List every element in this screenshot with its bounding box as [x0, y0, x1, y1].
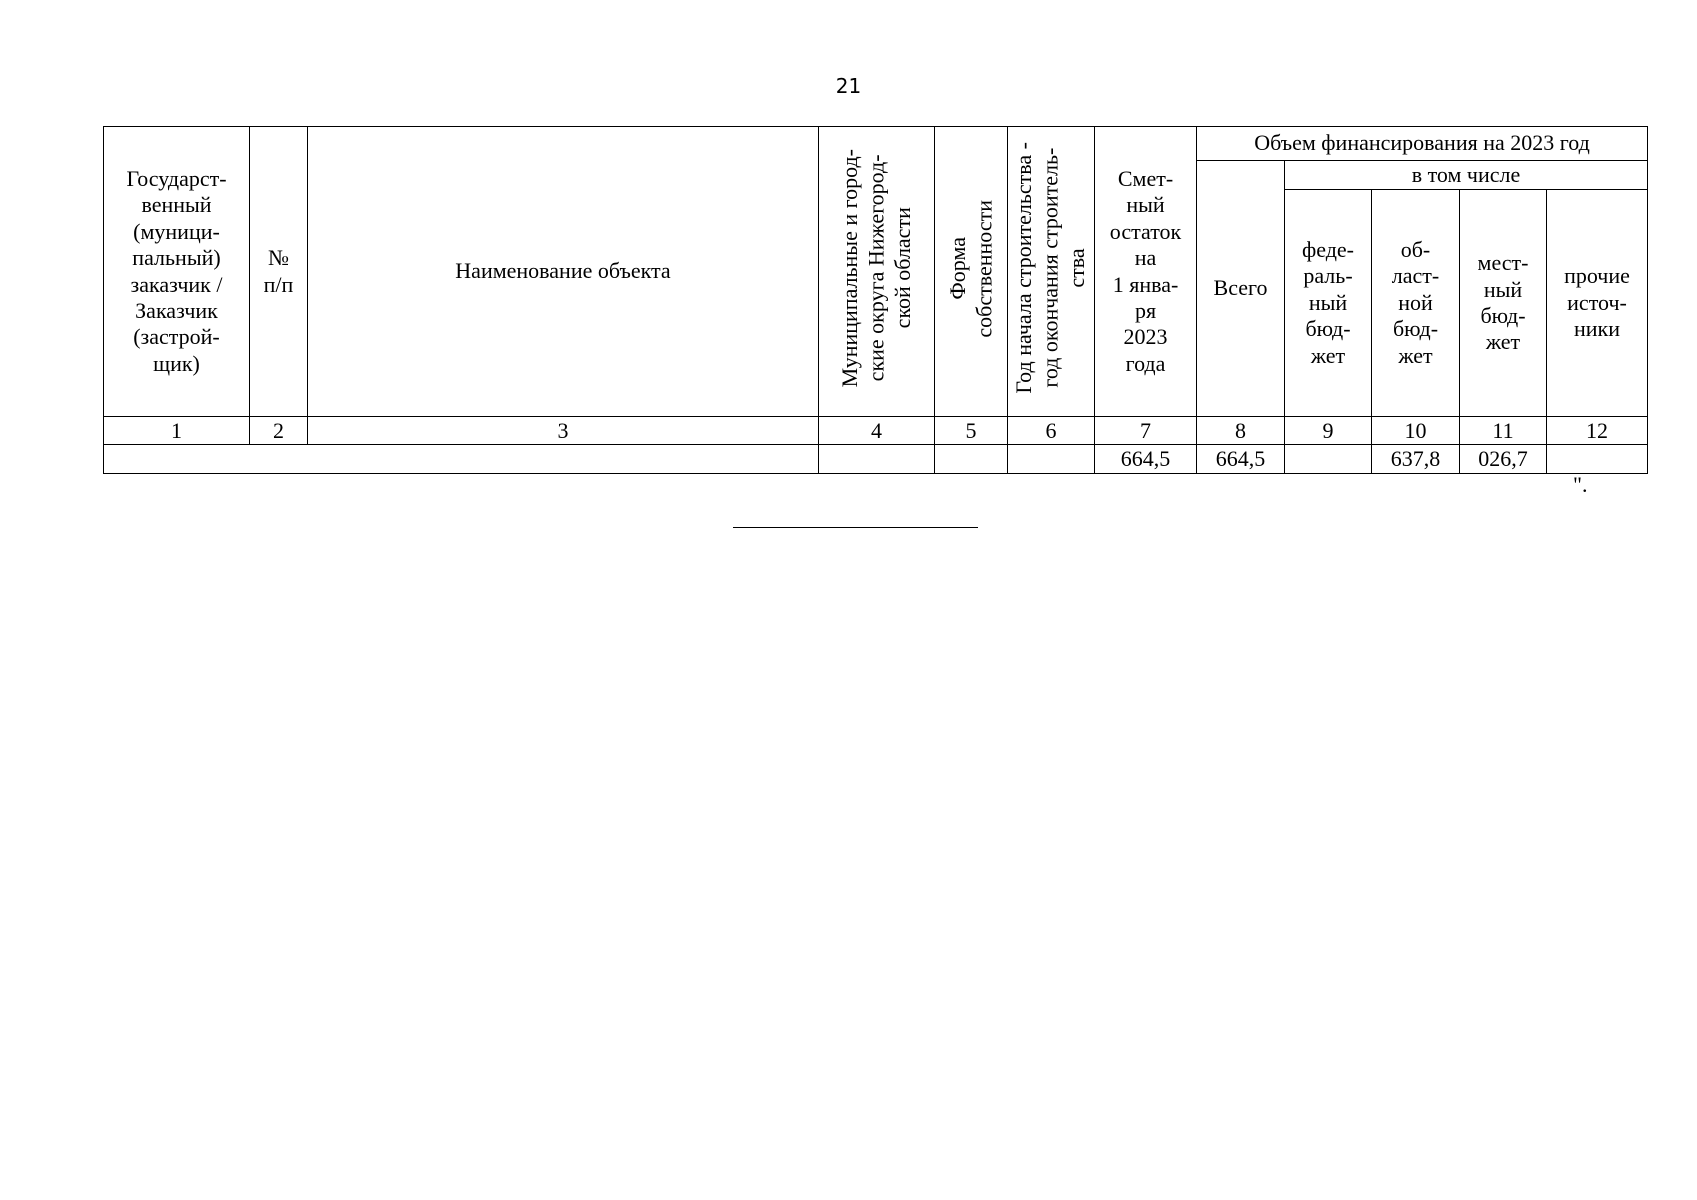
- totals-row: [104, 445, 1648, 474]
- totals-municipality-cell: [819, 445, 935, 474]
- totals-total: 664,5: [1197, 445, 1285, 474]
- column-number: 4: [819, 417, 935, 445]
- column-number: 9: [1285, 417, 1372, 445]
- totals-label-cell: [104, 445, 819, 474]
- header-municipality-cell: [819, 127, 935, 417]
- column-number: 12: [1547, 417, 1648, 445]
- column-number: 6: [1008, 417, 1095, 445]
- header-financing-group: Объем финансирования на 2023 год: [1197, 127, 1648, 161]
- totals-other-sources: [1547, 445, 1648, 474]
- column-number: 3: [308, 417, 819, 445]
- column-number: 7: [1095, 417, 1197, 445]
- totals-years-cell: [1008, 445, 1095, 474]
- totals-regional-budget: 637,8: [1372, 445, 1460, 474]
- column-numbers-row: [104, 417, 1648, 445]
- header-number: № п/п: [250, 127, 308, 417]
- column-number: 2: [250, 417, 308, 445]
- totals-ownership-cell: [935, 445, 1008, 474]
- header-municipality: Муниципальные и город- ские округа Нижегород- ской области: [836, 149, 915, 388]
- financing-table: [103, 126, 1648, 474]
- header-ownership-cell: [935, 127, 1008, 417]
- column-number: 10: [1372, 417, 1460, 445]
- header-local-budget: мест- ный бюд- жет: [1460, 190, 1547, 417]
- column-number: 8: [1197, 417, 1285, 445]
- header-total: Всего: [1197, 161, 1285, 417]
- closing-quote-mark: ".: [1573, 472, 1588, 497]
- header-customer: Государст- венный (муници- пальный) заказчик / Заказчик (застрой- щик): [104, 127, 250, 417]
- column-number: 11: [1460, 417, 1547, 445]
- header-ownership: Форма собственности: [944, 199, 996, 338]
- header-including-group: в том числе: [1285, 161, 1648, 190]
- header-federal-budget: феде- раль- ный бюд- жет: [1285, 190, 1372, 417]
- totals-estimated-balance: 664,5: [1095, 445, 1197, 474]
- header-object-name: Наименование объекта: [308, 127, 819, 417]
- column-number: 5: [935, 417, 1008, 445]
- header-other-sources: прочие источ- ники: [1547, 190, 1648, 417]
- page-number: 21: [835, 74, 862, 98]
- totals-federal-budget: [1285, 445, 1372, 474]
- header-construction-years: Год начала строительства - год окончания строитель- ства: [1011, 142, 1090, 395]
- header-regional-budget: об- ласт- ной бюд- жет: [1372, 190, 1460, 417]
- header-estimated-balance: Смет- ный остаток на 1 янва- ря 2023 года: [1095, 127, 1197, 417]
- column-number: 1: [104, 417, 250, 445]
- totals-local-budget: 026,7: [1460, 445, 1547, 474]
- header-construction-years-cell: [1008, 127, 1095, 417]
- separator-line: [733, 527, 978, 528]
